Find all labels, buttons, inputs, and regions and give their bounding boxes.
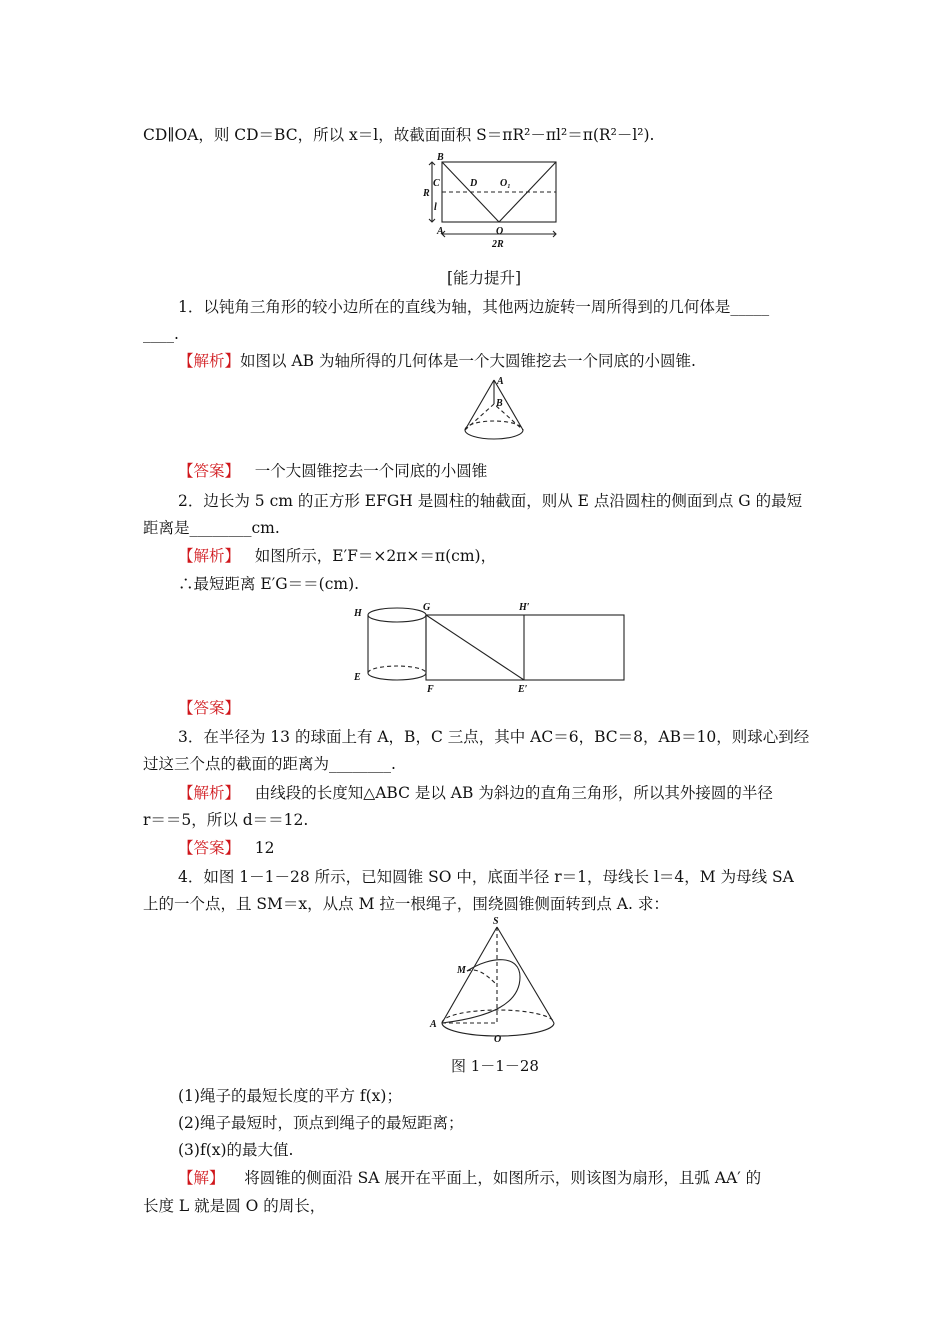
label-C: C [433, 178, 440, 189]
question-4-part3: (3)f(x)的最大值. [178, 1141, 294, 1159]
figure-cone-rope [422, 915, 572, 1045]
label-O: O [496, 226, 504, 237]
section-title: [能力提升] [447, 269, 522, 287]
figure-cone-hollow [455, 372, 535, 452]
label-O1: O₁ [500, 178, 511, 189]
answer-tag: 【答案】 [178, 699, 241, 717]
analysis-tag: 【解析】 [178, 352, 241, 370]
analysis-2 [178, 546, 496, 566]
question-1-line1: 1．以钝角三角形的较小边所在的直线为轴，其他两边旋转一周所得到的几何体是_____ [178, 298, 770, 316]
answer-text: 12 [254, 839, 275, 857]
question-3-line2: 过这三个点的截面的距离为________. [143, 755, 396, 773]
question-4-line1: 4．如图 1－1－28 所示，已知圆锥 SO 中，底面半径 r＝1，母线长 l＝4，M 为母线 SA [178, 868, 794, 886]
label-E-prime: E′ [518, 684, 528, 695]
solution-4 [178, 1168, 761, 1188]
solution-text: 将圆锥的侧面沿 SA 展开在平面上，如图所示，则该图为扇形，且弧 AA′ 的 [244, 1169, 762, 1187]
question-4-part2: (2)绳子最短时，顶点到绳子的最短距离； [178, 1114, 464, 1132]
label-S: S [493, 916, 499, 927]
label-2R: 2R [492, 239, 504, 250]
analysis-2-line2: ∴最短距离 E′G＝＝(cm). [178, 575, 360, 593]
label-A: A [437, 226, 444, 237]
answer-3 [178, 838, 275, 858]
solution-tag: 【解】 [178, 1169, 225, 1187]
answer-2 [178, 698, 240, 718]
analysis-tag: 【解析】 [178, 547, 241, 565]
label-A: A [430, 1019, 437, 1030]
figure-rectangle-v [420, 150, 570, 260]
label-F: F [427, 684, 434, 695]
analysis-tag: 【解析】 [178, 784, 241, 802]
analysis-1 [178, 351, 696, 371]
figure-cylinder-unrolled [350, 600, 630, 695]
label-H: H [354, 608, 362, 619]
answer-tag: 【答案】 [178, 839, 241, 857]
question-2-line1: 2．边长为 5 cm 的正方形 EFGH 是圆柱的轴截面，则从 E 点沿圆柱的侧面到点 G 的最短 [178, 492, 803, 510]
question-2-line2: 距离是________cm. [143, 519, 280, 537]
label-G: G [423, 602, 431, 613]
question-4-part1: (1)绳子的最短长度的平方 f(x)； [178, 1087, 402, 1105]
label-l: l [434, 202, 437, 213]
label-B: B [496, 398, 503, 409]
label-E: E [354, 672, 361, 683]
question-3-line1: 3．在半径为 13 的球面上有 A，B，C 三点，其中 AC＝6，BC＝8，AB＝10，则球心到经 [178, 728, 810, 746]
label-B: B [437, 152, 444, 163]
analysis-3-line2: r＝＝5，所以 d＝＝12. [143, 811, 309, 829]
label-H-prime: H′ [519, 602, 530, 613]
label-D: D [470, 178, 478, 189]
label-M: M [457, 965, 466, 976]
answer-text: 一个大圆锥挖去一个同底的小圆锥 [254, 462, 488, 480]
question-1-line2: ____. [143, 325, 179, 343]
question-4-line2: 上的一个点，且 SM＝x，从点 M 拉一根绳子，围绕圆锥侧面转到点 A. 求： [143, 895, 669, 913]
label-O: O [494, 1034, 502, 1045]
analysis-text: 由线段的长度知△ABC 是以 AB 为斜边的直角三角形，所以其外接圆的半径 [254, 784, 773, 802]
figure-caption: 图 1－1－28 [451, 1057, 539, 1075]
analysis-text: 如图所示，E′F＝×2π×＝π(cm)， [254, 547, 497, 565]
analysis-text: 如图以 AB 为轴所得的几何体是一个大圆锥挖去一个同底的小圆锥. [240, 352, 696, 370]
answer-tag: 【答案】 [178, 462, 241, 480]
answer-1 [178, 461, 487, 481]
label-A: A [497, 376, 504, 387]
label-R: R [423, 188, 430, 199]
solution-4-line2: 长度 L 就是圆 O 的周长， [143, 1197, 326, 1215]
analysis-3 [178, 783, 773, 803]
text-line: CD∥OA，则 CD＝BC，所以 x＝l，故截面面积 S＝πR²－πl²＝π(R²－l²). [143, 126, 655, 144]
